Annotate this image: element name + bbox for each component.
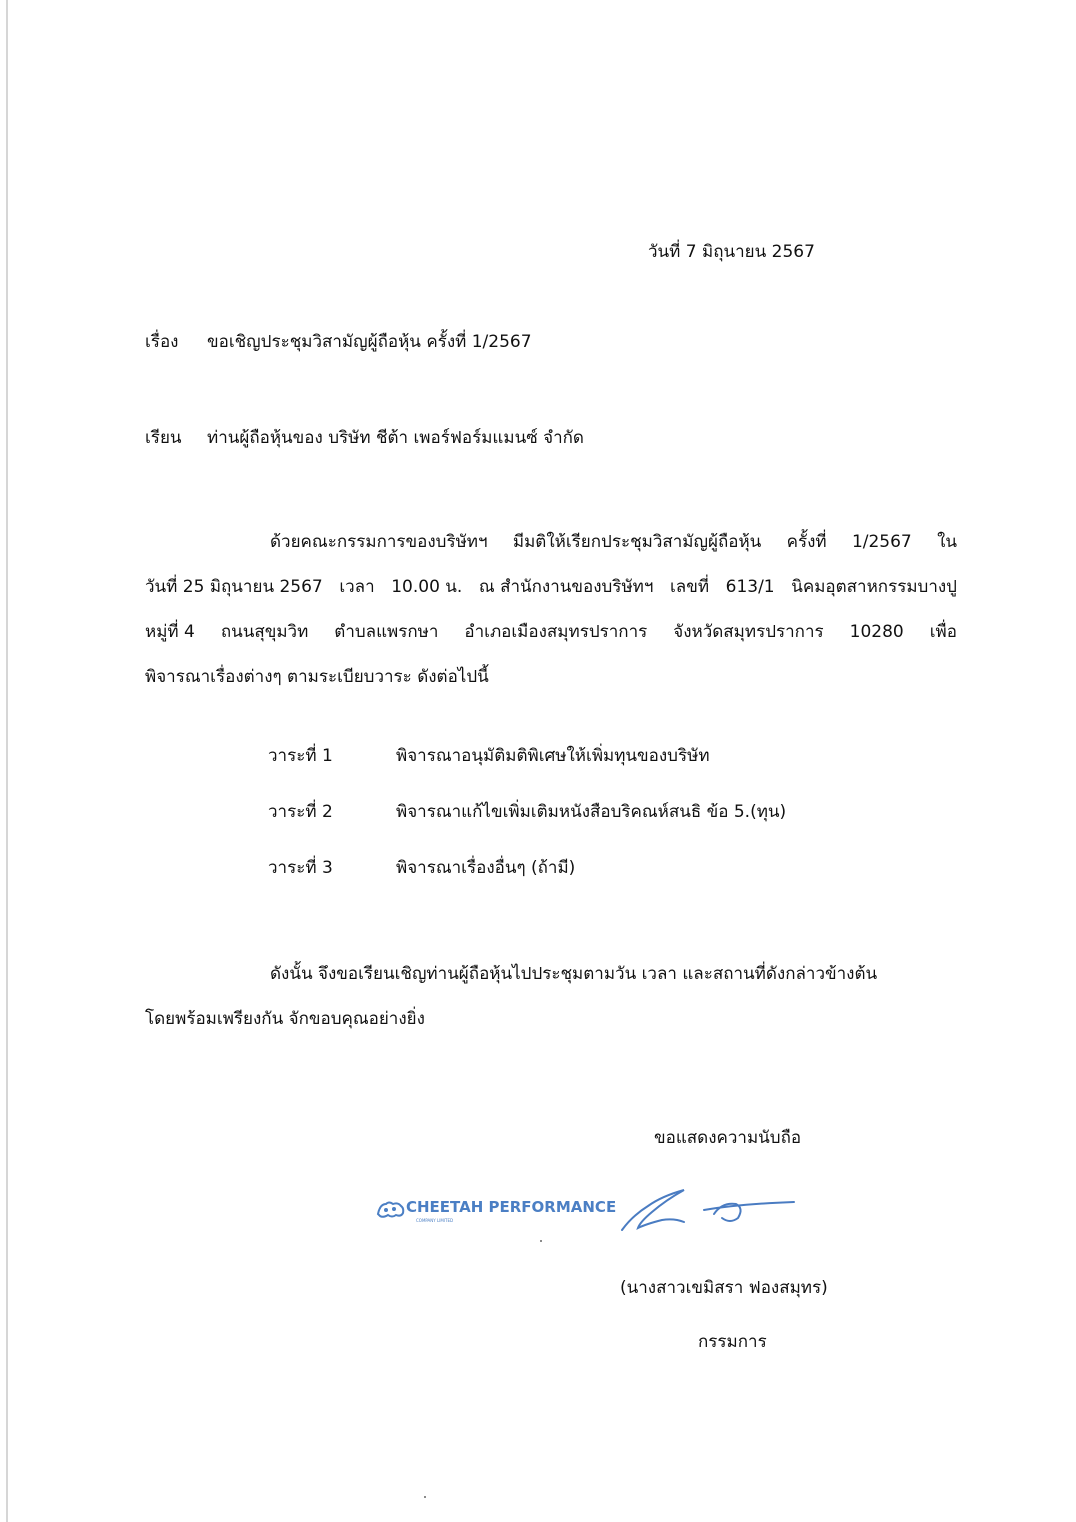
- word: นิคมอุตสาหกรรมบางปู: [791, 577, 957, 597]
- word: ณ สำนักงานของบริษัทฯ: [478, 577, 654, 597]
- word: อำเภอเมืองสมุทรปราการ: [464, 622, 648, 642]
- word: 613/1: [725, 577, 775, 597]
- word: เลขที่: [669, 577, 710, 597]
- signer-name: (นางสาวเขมิสรา ฟองสมุทร): [620, 1278, 828, 1298]
- agenda-number: วาระที่ 1: [268, 746, 333, 766]
- meeting-paragraph-line-4: พิจารณาเรื่องต่างๆ ตามระเบียบวาระ ดังต่อไปนี้: [145, 667, 489, 687]
- scan-speck: [424, 1496, 426, 1498]
- word: 10.00 น.: [391, 577, 463, 597]
- agenda-text: พิจารณาอนุมัติมติพิเศษให้เพิ่มทุนของบริษัท: [396, 746, 710, 766]
- invitation-paragraph-line-2: โดยพร้อมเพรียงกัน จักขอบคุณอย่างยิ่ง: [145, 1009, 425, 1029]
- letter-date: วันที่ 7 มิถุนายน 2567: [648, 242, 815, 262]
- scan-speck: [540, 1240, 542, 1242]
- closing-salutation: ขอแสดงความนับถือ: [654, 1128, 802, 1148]
- word: ตำบลแพรกษา: [334, 622, 439, 642]
- word: เวลา: [339, 577, 375, 597]
- word: เพื่อ: [929, 622, 957, 642]
- cheetah-logo-icon: [376, 1198, 406, 1220]
- meeting-paragraph: [145, 520, 957, 700]
- signature-image: [618, 1180, 798, 1240]
- meeting-paragraph-line-2: [145, 565, 957, 610]
- agenda-text: พิจารณาเรื่องอื่นๆ (ถ้ามี): [396, 858, 576, 878]
- recipient-label: เรียน: [145, 428, 182, 448]
- stamp-company-name: CHEETAH PERFORMANCE: [406, 1198, 617, 1216]
- company-stamp: [376, 1196, 617, 1232]
- word: 1/2567: [851, 532, 912, 552]
- word: วันที่ 25 มิถุนายน 2567: [145, 577, 323, 597]
- subject-text: ขอเชิญประชุมวิสามัญผู้ถือหุ้น ครั้งที่ 1/2567: [207, 332, 532, 352]
- word: หมู่ที่ 4: [145, 622, 195, 642]
- scan-edge: [6, 0, 8, 1522]
- invitation-paragraph: [145, 952, 945, 1042]
- stamp-company-subtext: COMPANY LIMITED: [416, 1218, 454, 1223]
- agenda-number: วาระที่ 3: [268, 858, 333, 878]
- word: 10280: [849, 622, 904, 642]
- recipient-text: ท่านผู้ถือหุ้นของ บริษัท ชีต้า เพอร์ฟอร์มแมนซ์ จำกัด: [207, 428, 584, 448]
- word: ถนนสุขุมวิท: [220, 622, 309, 642]
- meeting-paragraph-line-1: [145, 520, 957, 565]
- agenda-number: วาระที่ 2: [268, 802, 333, 822]
- word: ครั้งที่: [786, 532, 827, 552]
- word: มีมติให้เรียกประชุมวิสามัญผู้ถือหุ้น: [512, 532, 762, 552]
- signer-position: กรรมการ: [698, 1332, 767, 1352]
- word: จังหวัดสมุทรปราการ: [673, 622, 824, 642]
- word: ใน: [937, 532, 957, 552]
- meeting-paragraph-line-3: [145, 610, 957, 655]
- subject-label: เรื่อง: [145, 332, 179, 352]
- invitation-paragraph-line-1: ดังนั้น จึงขอเรียนเชิญท่านผู้ถือหุ้นไปประชุมตามวัน เวลา และสถานที่ดังกล่าวข้างต้น: [270, 964, 878, 984]
- agenda-text: พิจารณาแก้ไขเพิ่มเติมหนังสือบริคณห์สนธิ ข้อ 5.(ทุน): [396, 802, 787, 822]
- word: ด้วยคณะกรรมการของบริษัทฯ: [270, 532, 488, 552]
